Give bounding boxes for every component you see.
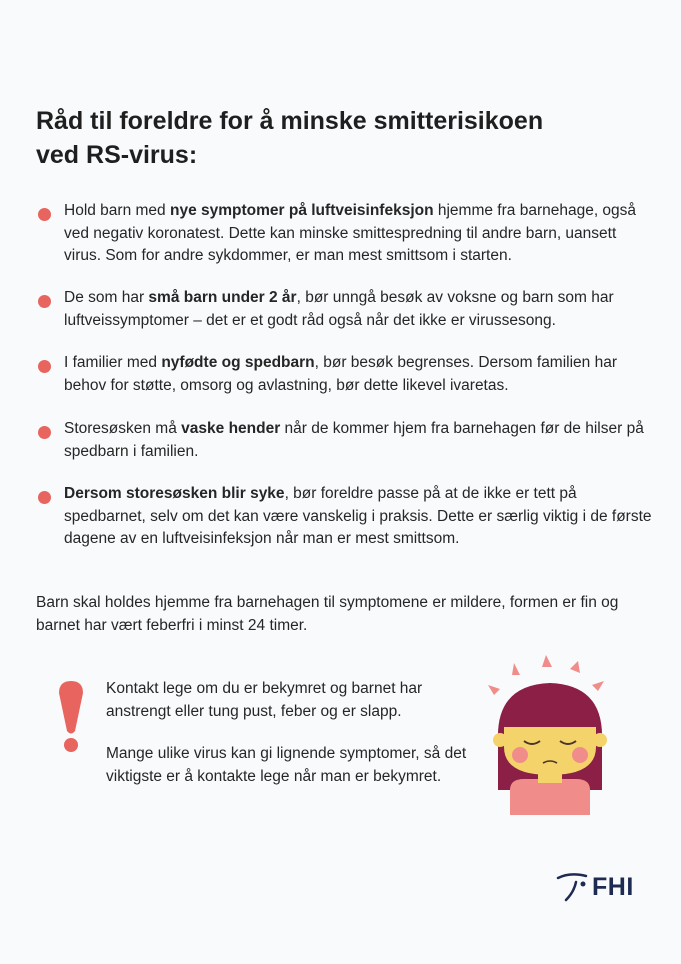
tip-highlight: nye symptomer på luftveisinfeksjon xyxy=(169,202,434,219)
bullet-dot-icon xyxy=(38,360,51,373)
tip-text: , bør besøk begrenses. Dersom familien har behov for støtte, omsorg og avlastning, bør dette likevel ivaretas. xyxy=(64,354,618,394)
warning-text-1: Kontakt lege om du er bekymret og barnet har anstrengt eller tung pust, feber og er slapp. xyxy=(106,680,423,720)
bullet-dot-icon xyxy=(38,426,51,439)
tip-text: De som har xyxy=(64,289,149,306)
title-line-1: Råd til foreldre for å minske smitterisikoen xyxy=(36,107,544,135)
tip-highlight: små barn under 2 år xyxy=(148,289,297,306)
tip-text: Storesøsken må xyxy=(64,420,182,437)
page-title xyxy=(36,104,596,172)
closing-paragraph: Barn skal holdes hjemme fra barnehagen til symptomene er mildere, formen er fin og barnet har vært feberfri i minst 24 timer. xyxy=(36,594,619,634)
tip-item xyxy=(36,483,656,551)
tip-text: Hold barn med xyxy=(64,202,170,219)
tip-text: , bør foreldre passe på at de ikke er tett på spedbarnet, selv om det kan være vanskelig i praksis. Dette er særlig viktig i de første dagene av en luftveisinfeksjon når man er mest smittsom. xyxy=(64,485,652,547)
tip-highlight: nyfødte og spedbarn xyxy=(161,354,315,371)
tip-item xyxy=(36,352,656,397)
tip-highlight: vaske hender xyxy=(181,420,281,437)
tip-text: , bør unngå besøk av voksne og barn som har luftveissymptomer – det er et godt råd også når det ikke er virussesong. xyxy=(64,289,614,329)
tip-text: I familier med xyxy=(64,354,162,371)
tip-highlight: Dersom storesøsken blir syke xyxy=(64,485,285,502)
exclamation-icon xyxy=(56,681,86,753)
warning-text-2: Mange ulike virus kan gi lignende symptomer, så det viktigste er å kontakte lege når man er bekymret. xyxy=(106,745,467,785)
tip-item xyxy=(36,200,656,268)
title-line-2: ved RS-virus: xyxy=(36,141,198,169)
bullet-dot-icon xyxy=(38,295,51,308)
warning-box xyxy=(106,678,476,808)
tip-text: når de kommer hjem fra barnehagen før de hilser på spedbarn i familien. xyxy=(64,420,644,460)
bullet-dot-icon xyxy=(38,491,51,504)
sick-child-illustration xyxy=(480,655,620,825)
fhi-logo-text: FHI xyxy=(592,873,634,901)
bullet-dot-icon xyxy=(38,208,51,221)
tip-item xyxy=(36,418,656,463)
tip-item xyxy=(36,287,656,332)
tip-text: hjemme fra barnehage, også ved negativ koronatest. Dette kan minske smittespredning til andre barn, uansett virus. Som for andre sykdommer, er man mest smittsom i starten. xyxy=(64,202,637,264)
